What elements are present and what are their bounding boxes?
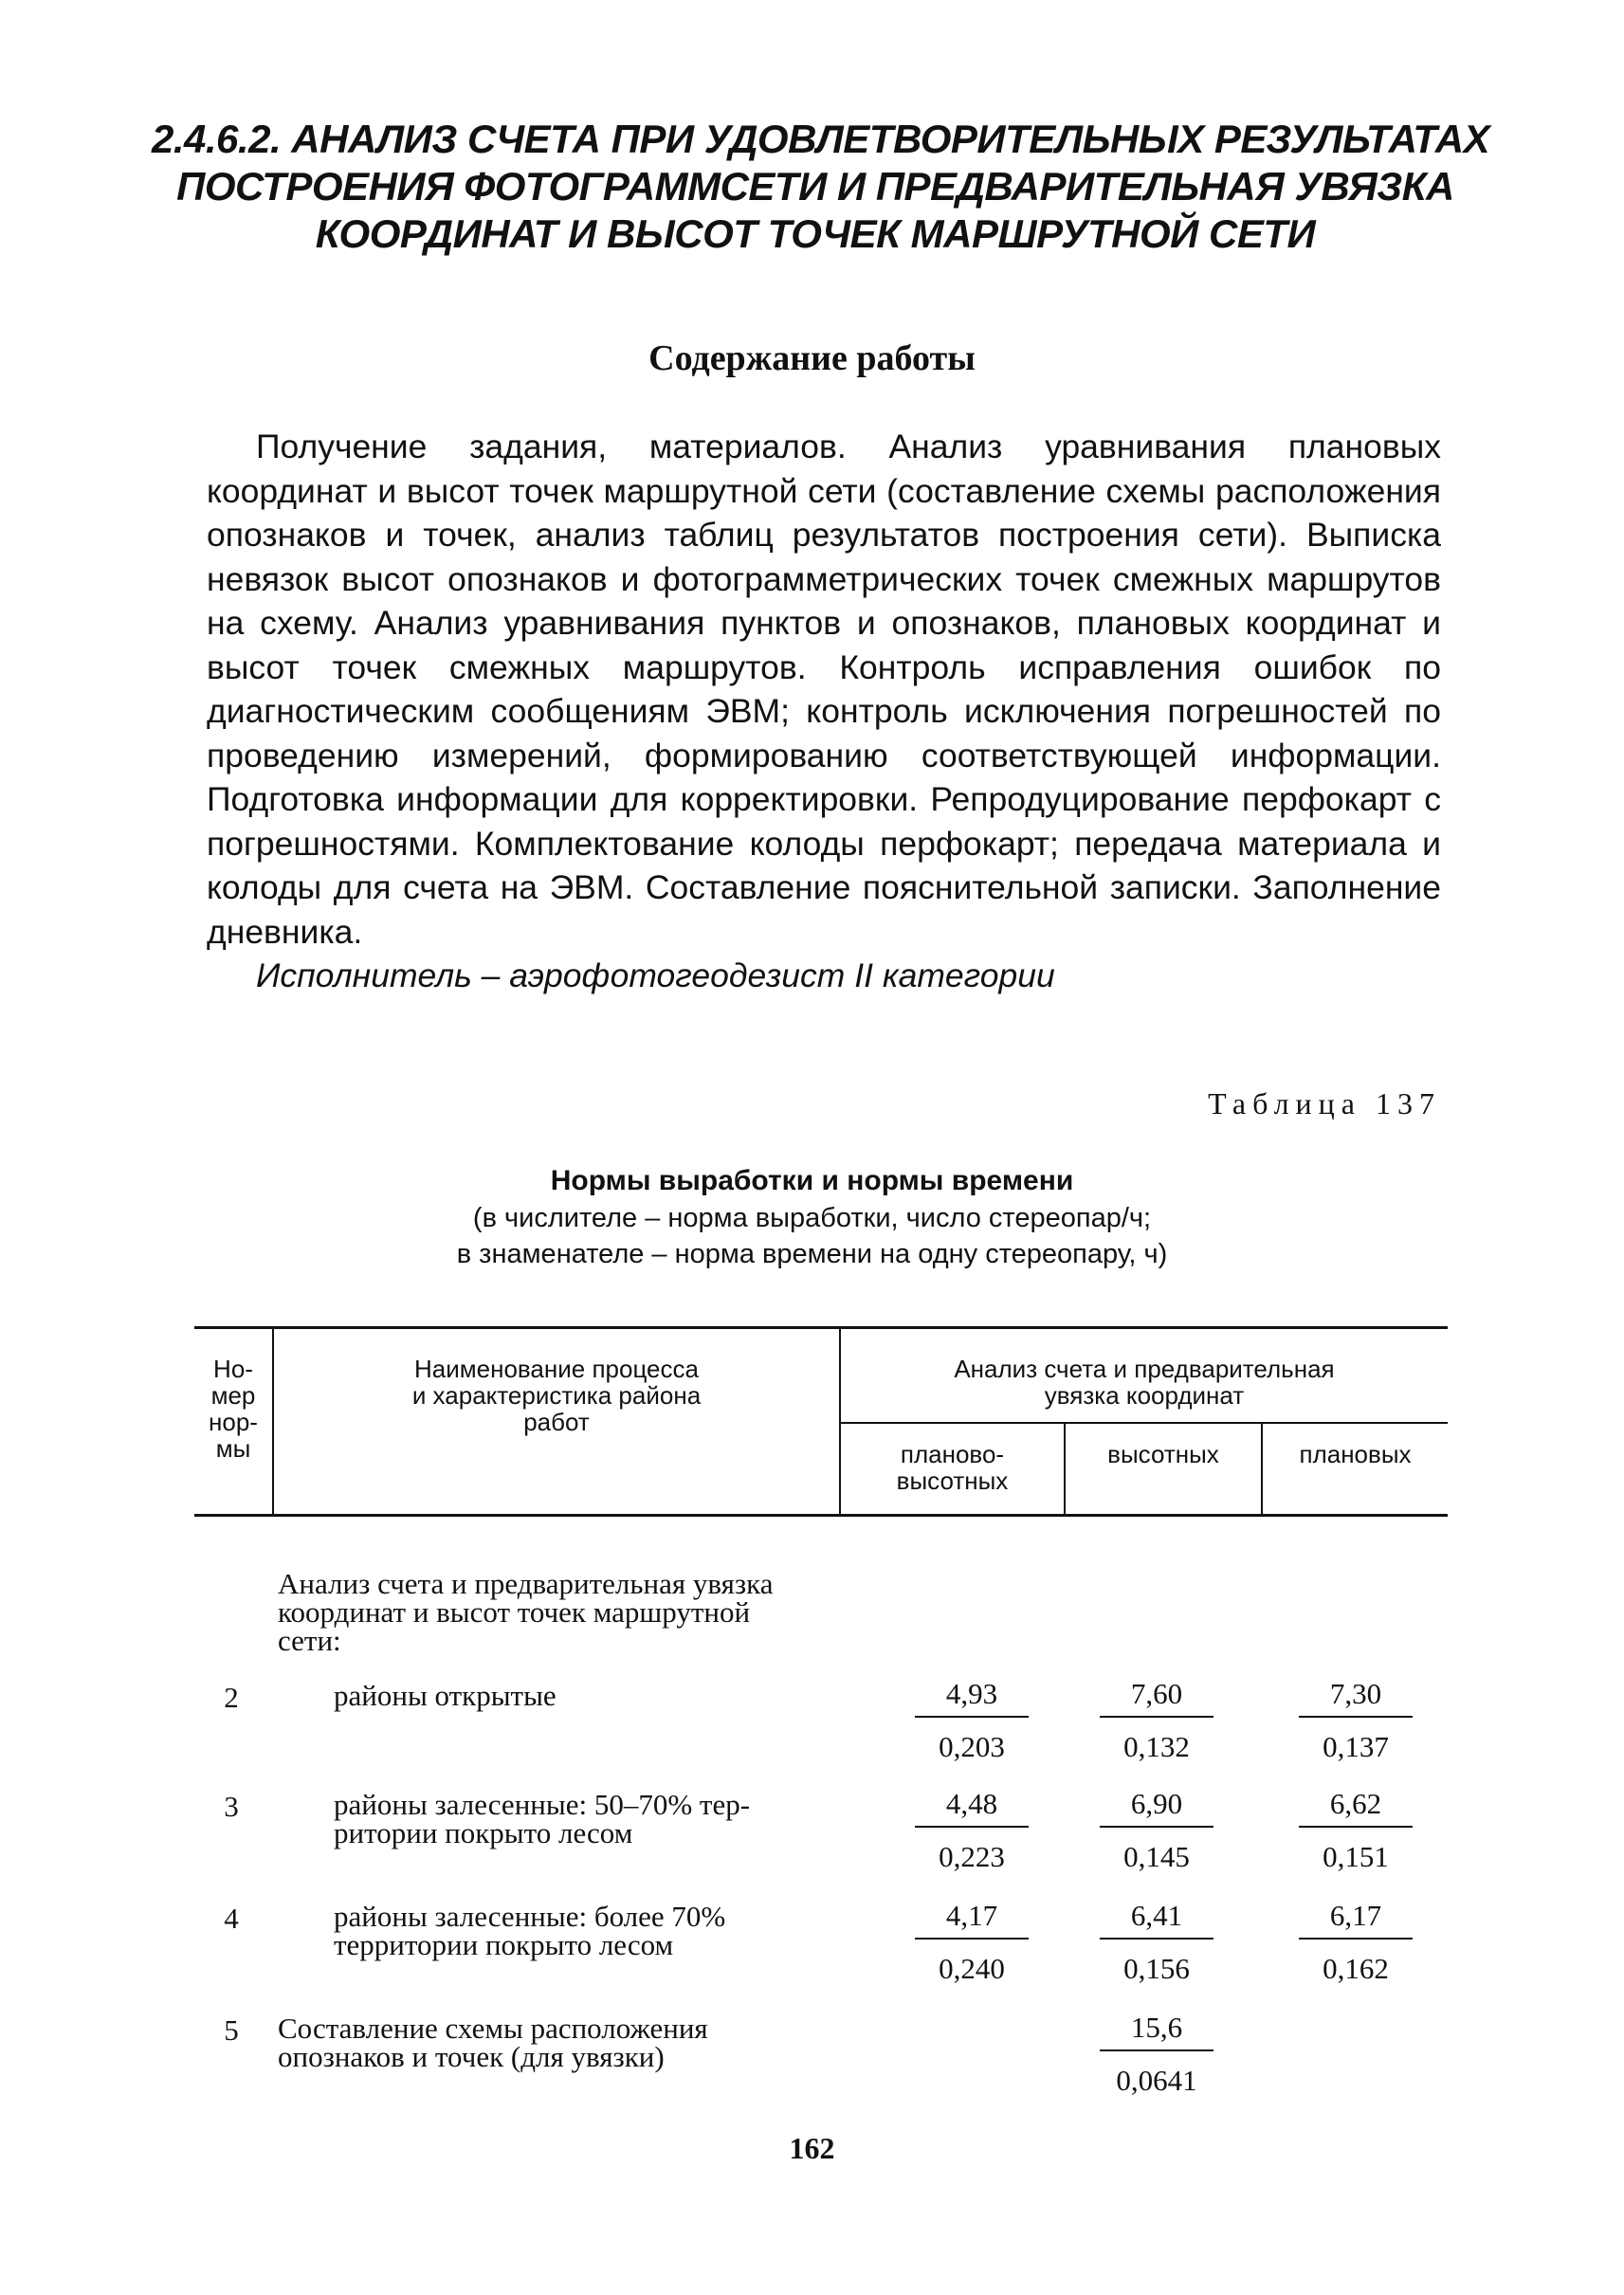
row-label [278,2014,708,2071]
header-text: Анализ счета и предварительная [954,1355,1335,1383]
section-title [152,116,1490,258]
header-group-analysis [841,1356,1448,1409]
header-plan-height [841,1441,1064,1494]
row-label-line: ритории покрыто лесом [334,1816,633,1849]
section-title-line: КООРДИНАТ И ВЫСОТ ТОЧЕК МАРШРУТНОЙ СЕТИ [315,211,1316,256]
table-subtitle-line: (в числителе – норма выработки, число стереопар/ч; [472,1203,1152,1233]
table-number: Таблица 137 [1208,1086,1441,1120]
work-description-paragraph: Получение задания, материалов. Анализ уравнивания плановых координат и высот точек маршрутной сети (составление схемы расположения опознаков и точек, анализ таблиц результатов построения сети). Выписка невязок высот опознаков и фотограмметрических точек смежных маршрутов на схему. Анализ уравнивания пунктов и опознаков, плановых координат и высот точек смежных маршрутов. Контроль исправления ошибок по диагностическим сообщениям ЭВМ; контроль исключения погрешностей по проведению измерений, формированию соответствующей информации. Подготовка информации для корректировки. Репродуцирование перфокарт с погрешностями. Комплектование колоды перфокарт; передача материала и колоды для счета на ЭВМ. Составление пояснительной записки. Заполнение дневника. [207,428,1441,951]
time-norm: 0,240 [939,1952,1005,1985]
row-label-line: Составление схемы расположения [278,2012,708,2045]
value-plan [1299,1900,1413,1985]
header-process-name [274,1356,839,1435]
value-plan [1299,1788,1413,1873]
header-text: мы [215,1434,251,1463]
intro-line: координат и высот точек маршрутной [278,1595,751,1629]
intro-line: сети: [278,1624,341,1657]
time-norm: 0,223 [939,1840,1005,1873]
header-text: мер [210,1381,256,1410]
header-text: увязка координат [1044,1381,1245,1410]
column-divider [1064,1422,1066,1514]
time-norm: 0,162 [1323,1952,1389,1985]
output-norm: 6,62 [1299,1788,1413,1828]
header-text: нор- [209,1408,258,1436]
output-norm: 7,30 [1299,1678,1413,1718]
table-subtitle [0,1200,1624,1272]
row-label-line: районы залесенные: 50–70% тер- [334,1788,751,1821]
time-norm: 0,145 [1123,1840,1190,1873]
header-norm-number [194,1356,272,1462]
output-norm: 6,17 [1299,1900,1413,1940]
row-label-line: районы залесенные: более 70% [334,1900,726,1933]
group-divider [839,1422,1448,1424]
header-text: планово- [900,1440,1005,1468]
time-norm: 0,132 [1123,1730,1190,1763]
time-norm: 0,203 [939,1730,1005,1763]
output-norm: 6,90 [1100,1788,1213,1828]
row-label [334,1679,557,1712]
value-height [1100,2012,1213,2097]
time-norm: 0,0641 [1116,2064,1197,2097]
output-norm: 4,93 [915,1678,1029,1718]
table-subtitle-line: в знаменателе – норма времени на одну стереопару, ч) [456,1239,1168,1269]
header-text: Наименование процесса [414,1355,699,1383]
value-height [1100,1678,1213,1763]
row-label-line: районы открытые [334,1679,557,1712]
header-text: работ [523,1408,590,1436]
value-height [1100,1788,1213,1873]
header-height: высотных [1107,1440,1219,1468]
output-norm: 7,60 [1100,1678,1213,1718]
table-header [194,1326,1448,1517]
row-label-line: территории покрыто лесом [334,1928,674,1961]
section-title-line: 2.4.6.2. АНАЛИЗ СЧЕТА ПРИ УДОВЛЕТВОРИТЕЛЬНЫХ РЕЗУЛЬТАТАХ [152,117,1490,161]
row-label [334,1788,751,1849]
time-norm: 0,151 [1323,1840,1389,1873]
header-text: и характеристика района [411,1381,702,1410]
output-norm: 6,41 [1100,1900,1213,1940]
section-title-line: ПОСТРОЕНИЯ ФОТОГРАММСЕТИ И ПРЕДВАРИТЕЛЬНАЯ УВЯЗКА [176,164,1454,209]
value-plan-height [915,1788,1029,1873]
subheading: Содержание работы [648,338,976,378]
time-norm: 0,137 [1323,1730,1389,1763]
body-text [207,425,1441,998]
value-plan-height [915,1900,1029,1985]
output-norm: 4,48 [915,1788,1029,1828]
column-divider [1261,1422,1263,1514]
value-height [1100,1900,1213,1985]
intro-line: Анализ счета и предварительная увязка [278,1567,774,1600]
header-text: высотных [896,1466,1009,1495]
output-norm: 15,6 [1100,2012,1213,2051]
row-label [334,1900,726,1961]
value-plan [1299,1678,1413,1763]
row-label-line: опознаков и точек (для увязки) [278,2040,665,2073]
row-number: 4 [224,1902,239,1935]
value-plan-height [915,1678,1029,1763]
row-number: 5 [224,2013,239,2047]
output-norm: 4,17 [915,1900,1029,1940]
row-number: 2 [224,1681,239,1714]
time-norm: 0,156 [1123,1952,1190,1985]
header-text: Но- [213,1355,253,1383]
executor-line: Исполнитель – аэрофотогеодезист II категории [256,956,1055,994]
page-number: 162 [789,2131,835,2165]
table-title: Нормы выработки и нормы времени [550,1165,1074,1196]
header-plan: плановых [1299,1440,1412,1468]
table-intro [278,1567,774,1657]
row-number: 3 [224,1790,239,1823]
